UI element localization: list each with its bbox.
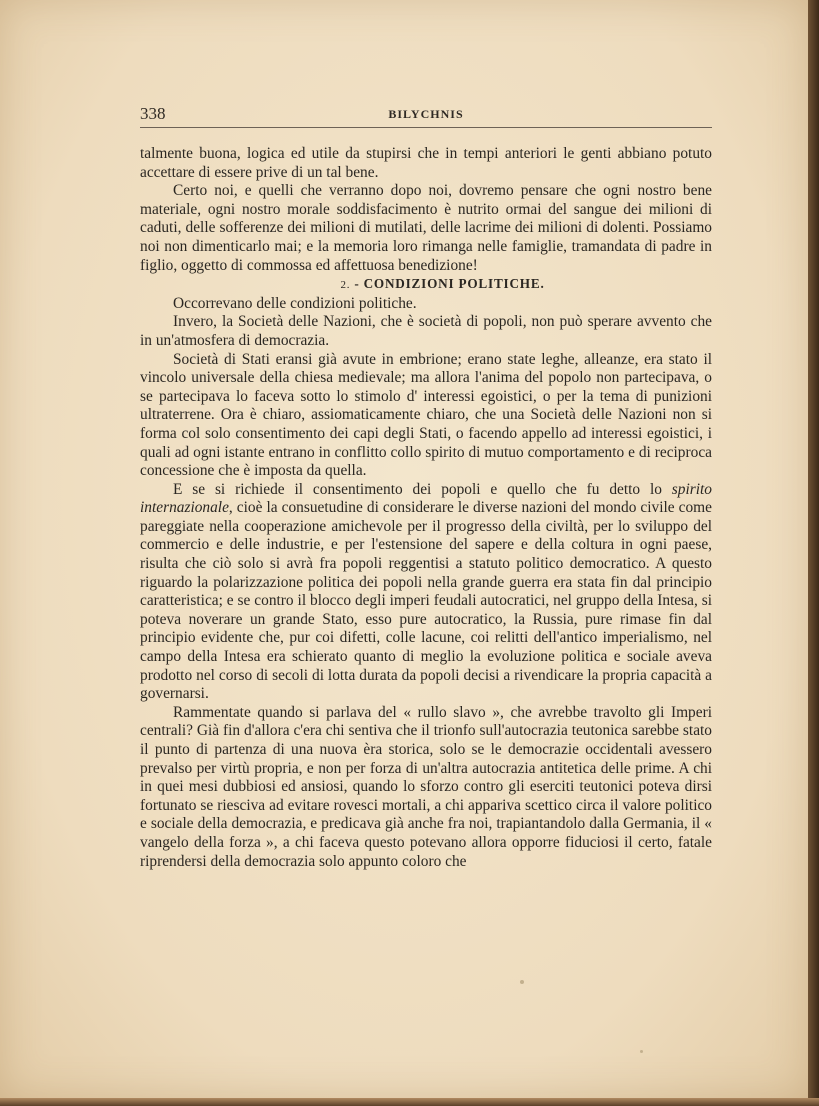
page-number: 338: [140, 104, 166, 123]
section-heading: [140, 275, 712, 295]
page-header: [140, 104, 712, 128]
italic-term: spirito internazionale: [140, 480, 712, 517]
paragraph: Certo noi, e quelli che verranno dopo noi, dovremo pensare che ogni nostro bene materiale, ogni nostro morale soddisfacimento è nutrito ormai del sangue dei milioni di caduti, delle sofferenze dei milioni di mutilati, delle lacrime dei milioni di dolenti. Possiamo noi non dimenticarlo mai; e la memoria loro rimanga nelle famiglie, tramandata di padre in figlio, oggetto di commossa ed affettuosa benedizione!: [140, 182, 712, 274]
paper-spot: [520, 980, 524, 984]
header-rule: [140, 127, 712, 128]
paragraph: Società di Stati eransi già avute in embrione; erano state leghe, alleanze, era stato il vincolo universale della chiesa medievale; ma allora l'anima del popolo non partecipava, o se partecipava lo faceva sotto lo stimolo d' interessi egoistici, o per la tema di punizioni ultraterrene. Ora è chiaro, assiomaticamente chiaro, che una Società delle Nazioni non si forma col solo consentimento dei capi degli Stati, o facendo appello ad interessi egoistici, i quali ad ogni istante entrano in conflitto collo spirito di mutuo comportamento e di reciproca concessione che è imposta da quella.: [140, 350, 712, 480]
paragraph: talmente buona, logica ed utile da stupirsi che in tempi anteriori le genti abbiano potuto accettare di essere prive di un tal bene.: [140, 145, 712, 181]
paragraph: Rammentate quando si parlava del « rullo slavo », che avrebbe travolto gli Imperi centrali? Già fin d'allora c'era chi sentiva che il trionfo sull'autocrazia teutonica sarebbe stato il punto di partenza di una nuova èra storica, solo se le democrazie occidentali avessero prevalso per virtù propria, e non per forza di un'altra autocrazia antitetica delle prime. A chi in quei mesi dubbiosi ed ansiosi, quando lo sforzo contro gli eserciti teutonici poteva dirsi fortunato se riesciva ad evitare rovesci mortali, a chi appariva scettico circa il valore politico e sociale della democrazia, e predicava già anche fra noi, trapiantandolo dalla Germania, il « vangelo della forza », a chi faceva questo potevano allora opporre fiduciosi il certo, fatale riprendersi della democrazia solo appunto coloro che: [140, 703, 712, 870]
page-edge-bottom: [0, 1098, 819, 1106]
page-edge-right: [808, 0, 819, 1106]
section-title: - CONDIZIONI POLITICHE.: [354, 276, 545, 292]
running-head: BILYCHNIS: [388, 107, 464, 121]
paragraph: [140, 481, 712, 704]
paragraph-text: , cioè la consuetudine di considerare le diverse nazioni del mondo civile come pareggiate nella cooperazione amichevole per il progresso della civiltà, per lo sviluppo del commercio e delle industrie, e per l'estensione del sapere e della coltura in ogni paese, risulta che ciò solo si avrà fra popoli reggentisi a statuto politico democratico. A questo riguardo la polarizzazione politica dei popoli nella grande guerra era stata fin dal principio caratteristica; e se contro il blocco degli imperi feudali autocratici, nel gruppo della Intesa, si poteva noverare un grande Stato, esso pure autocratico, la Russia, pure rimase fin dal principio evidente che, pur coi difetti, colle lacune, coi relitti dell'antico imperialismo, nel campo della Intesa era schierato quanto di meglio la evoluzione politica e sociale aveva prodotto nel corso di secoli di lotta durata da popoli decisi a rivendicare la propria capacità a governarsi.: [140, 499, 712, 703]
paragraph: Invero, la Società delle Nazioni, che è società di popoli, non può sperare avvento che in un'atmosfera di democrazia.: [140, 313, 712, 349]
paragraph-text: E se si richiede il consentimento dei popoli e quello che fu detto lo: [173, 480, 672, 498]
paper-spot: [640, 1050, 643, 1053]
paragraph: Occorrevano delle condizioni politiche.: [173, 294, 417, 312]
section-number: 2.: [340, 279, 351, 292]
body-text: [140, 145, 712, 871]
